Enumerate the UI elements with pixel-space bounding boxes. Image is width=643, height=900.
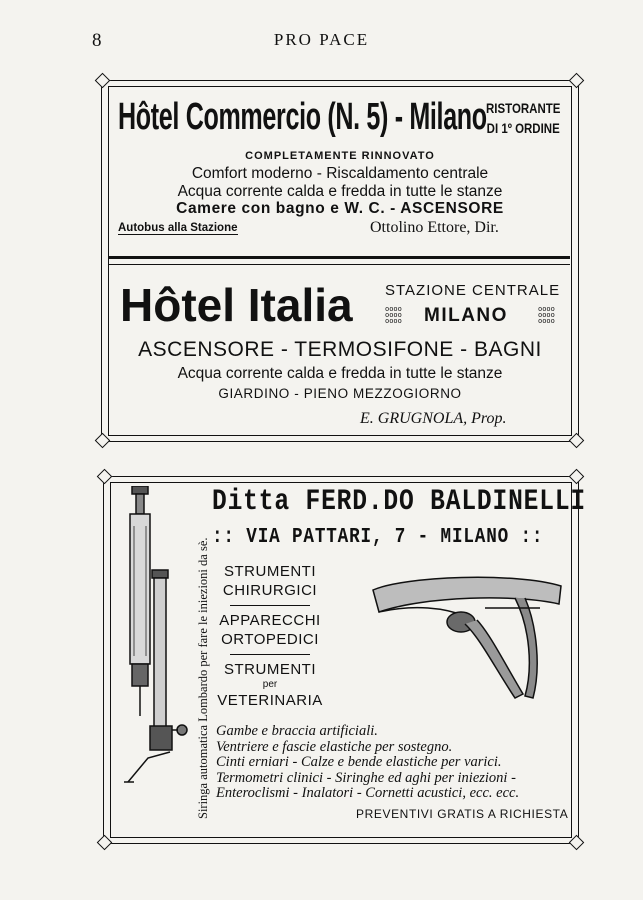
hotel-italia-city: MILANO — [424, 305, 508, 326]
hotel-commercio-line-1: Comfort moderno - Riscaldamento centrale — [191, 165, 489, 182]
hotel-italia-station: STAZIONE CENTRALE — [385, 282, 561, 299]
syringe-caption: Siringa automatica Lombardo per fare le iniezioni da sè. — [196, 537, 210, 819]
description-line: Enteroclismi - Inalatori - Cornetti acustici, ecc. ecc. — [216, 785, 520, 801]
syringe-illustration-icon — [118, 486, 190, 786]
hotel-commercio-director: Ottolino Ettore, Dir. — [370, 219, 499, 236]
product-line: STRUMENTI — [224, 563, 316, 580]
product-line: APPARECCHI — [219, 612, 321, 629]
truss-belt-illustration-icon — [365, 568, 565, 708]
divider-rule — [108, 264, 570, 265]
ornament-right-icon: oooo oooo oooo — [538, 305, 555, 325]
hotel-commercio-title: Hôtel Commercio (N. 5) - Milano — [118, 96, 487, 138]
baldinelli-quotes: PREVENTIVI GRATIS A RICHIESTA — [356, 807, 569, 821]
hotel-commercio-line-3: Camere con bagno e W. C. - ASCENSORE — [176, 200, 504, 217]
product-separator — [230, 654, 310, 655]
product-line: VETERINARIA — [217, 692, 323, 709]
product-line: CHIRURGICI — [222, 582, 318, 599]
baldinelli-company: Ditta FERD.DO BALDINELLI — [212, 485, 586, 519]
baldinelli-address: :: VIA PATTARI, 7 - MILANO :: — [212, 526, 544, 549]
divider-rule — [108, 256, 570, 259]
hotel-commercio-restaurant: RISTORANTE DI 1º ORDINE — [486, 100, 561, 136]
product-line: per — [262, 679, 278, 690]
product-line: STRUMENTI — [224, 661, 316, 678]
hotel-commercio-renovated: COMPLETAMENTE RINNOVATO — [245, 150, 435, 162]
description-line: Cinti erniari - Calze e bende elastiche per varici. — [216, 754, 502, 770]
product-separator — [230, 605, 310, 606]
running-head: PRO PACE — [273, 30, 370, 49]
baldinelli-product-list — [210, 562, 330, 710]
hotel-italia-proprietor: E. GRUGNOLA, Prop. — [360, 410, 507, 427]
description-line: Gambe e braccia artificiali. — [216, 723, 378, 739]
description-line: Ventriere e fascie elastiche per sostegno. — [216, 738, 453, 755]
hotel-italia-amenities: ASCENSORE - TERMOSIFONE - BAGNI — [138, 338, 542, 361]
page-number: 8 — [92, 30, 102, 51]
hotel-italia-water: Acqua corrente calda e fredda in tutte le stanze — [177, 365, 503, 382]
ornament-left-icon: oooo oooo oooo — [385, 305, 402, 325]
hotel-italia-title: Hôtel Italia — [120, 279, 353, 331]
hotel-italia-garden: GIARDINO - PIENO MEZZOGIORNO — [218, 386, 462, 401]
description-line: Termometri clinici - Siringhe ed aghi per iniezioni - — [216, 769, 516, 786]
product-line: ORTOPEDICI — [221, 631, 319, 648]
hotel-commercio-bus: Autobus alla Stazione — [118, 222, 238, 234]
hotel-commercio-line-2: Acqua corrente calda e fredda in tutte le stanze — [177, 183, 503, 200]
baldinelli-descriptions — [216, 724, 519, 802]
